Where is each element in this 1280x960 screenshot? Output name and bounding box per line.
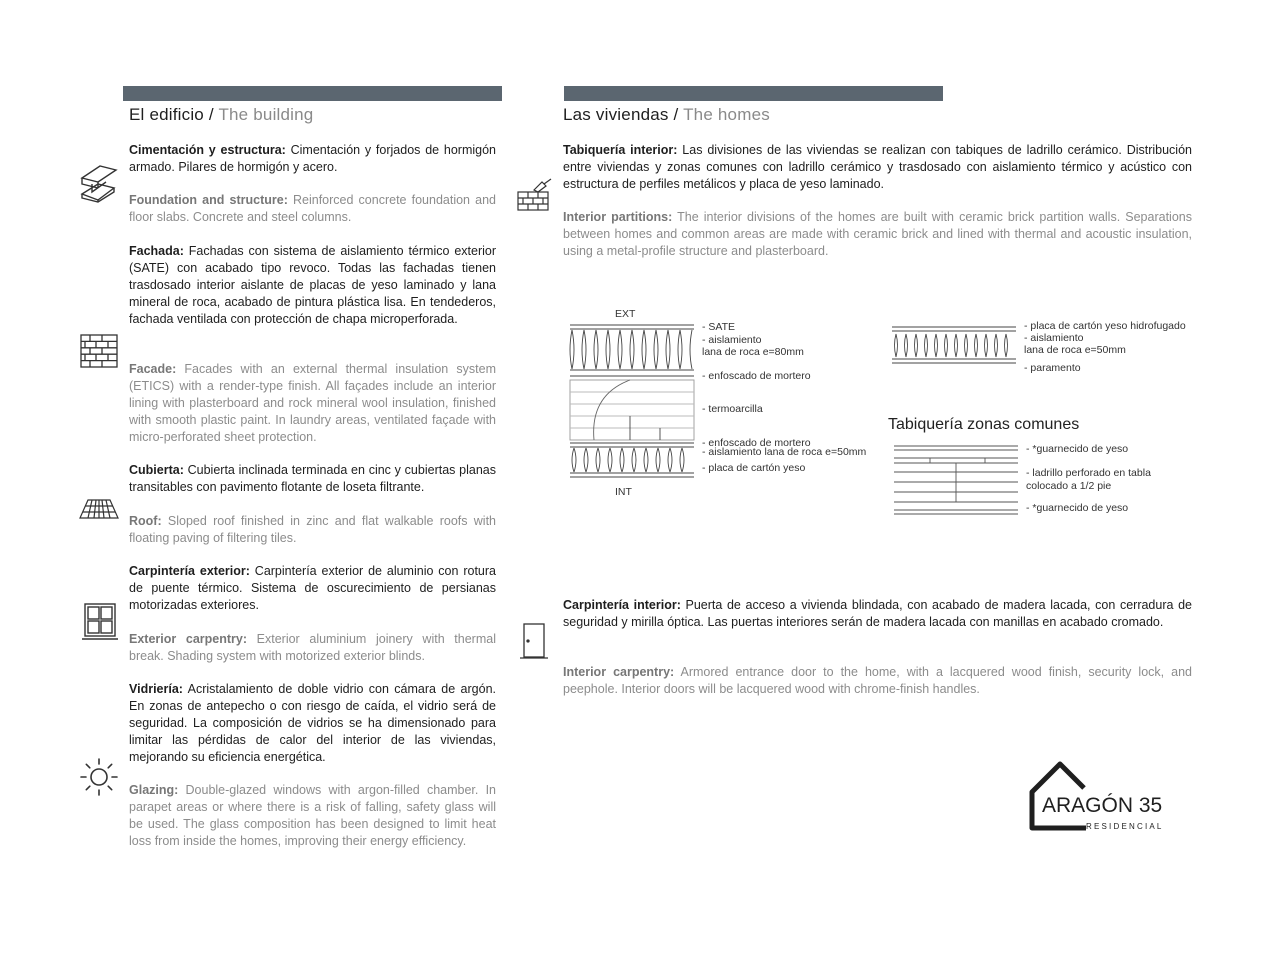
roof-en-label: Roof: [129,514,162,528]
common-label: - ladrillo perforado en tabla [1026,467,1151,479]
title-es: Las viviendas [563,105,669,124]
title-separator: / [203,105,219,124]
logo-name: ARAGÓN 35 [1042,794,1163,817]
facade-label: - aislamiento [702,334,762,346]
interior-partitions-es-text: Las divisiones de las viviendas se realizan con tabiques de ladrillo cerámico. Distribución entre viviendas y zonas comunes con ladrillo cerámico y trasdosado con aislamiento térmico y acústico con estructura de perfiles metálicos y placa de yeso laminado. [563,143,1192,191]
glazing-en-label: Glazing: [129,783,179,797]
facade-label: - aislamiento lana de roca e=50mm [702,446,867,458]
facade-section-drawing [570,325,694,477]
facade-es [129,243,496,328]
sun-icon [79,757,119,797]
facade-label: - termoarcilla [702,403,763,415]
common-label: - *guarnecido de yeso [1026,502,1129,514]
interior-partitions-es [563,142,1192,193]
facade-es-text: Fachadas con sistema de aislamiento térmico exterior (SATE) con acabado tipo revoco. Todas las fachadas tienen trasdosado interior aislante de placas de yeso laminado y lana mineral de roca, acabado de pintura plástica lisa. En tendederos, fachada ventilada con protección de chapa microperforada. [129,244,496,326]
title-separator: / [668,105,684,124]
facade-es-label: Fachada: [129,244,184,258]
facade-en-label: Facade: [129,362,177,376]
left-header-bar [123,86,502,101]
structure-es-text: Cimentación y forjados de hormigón armado. Pilares de hormigón y acero. [129,143,496,174]
interior-carpentry-es-label: Carpintería interior: [563,598,681,612]
steel-beam-icon [78,160,120,204]
roof-tiles-icon [78,498,120,520]
facade-label: - placa de cartón yeso [702,462,806,474]
roof-es-text: Cubierta inclinada terminada en cinc y cubiertas planas transitables con pavimento flotante de loseta filtrante. [129,463,496,494]
exterior-carpentry-en-label: Exterior carpentry: [129,632,248,646]
exterior-carpentry-es-text: Carpintería exterior de aluminio con rotura de puente térmico. Sistema de oscurecimiento de persianas motorizadas exteriores. [129,564,496,612]
facade-en-text: Facades with an external thermal insulation system (ETICS) with a render-type finish. All façades include an interior lining with plasterboard and rock mineral wool insulation, finished with smooth plastic paint. In laundry areas, ventilated façade with micro-perforated sheet protection. [129,362,496,444]
roof-en-text: Sloped roof finished in zinc and flat walkable roofs with floating paving of filtering tiles. [129,514,496,545]
interior-carpentry-en-label: Interior carpentry: [563,665,675,679]
structure-es-label: Cimentación y estructura: [129,143,286,157]
door-icon [520,622,548,660]
glazing-en [129,782,496,850]
roof-en [129,513,496,547]
common-areas-title: Tabiquería zonas comunes [888,416,1080,433]
exterior-carpentry-es [129,563,496,614]
common-label: - *guarnecido de yeso [1026,443,1129,455]
house-outline-icon [1026,758,1176,834]
exterior-carpentry-en-text: Exterior aluminium joinery with thermal break. Shading system with motorized exterior blinds. [129,632,496,663]
structure-en [129,192,496,226]
left-section-title [129,105,313,125]
wall-section-svg [560,300,1210,532]
roof-es [129,462,496,496]
ext-label: EXT [615,308,636,320]
exterior-carpentry-en [129,631,496,665]
title-en: The homes [683,105,770,124]
facade-en [129,361,496,446]
right-header-bar [564,86,943,101]
glazing-es [129,681,496,766]
int-label: INT [615,486,632,498]
brand-logo [1026,758,1176,839]
bricklaying-trowel-icon [516,178,554,212]
interior-partitions-es-label: Tabiquería interior: [563,143,678,157]
interior-partitions-en-label: Interior partitions: [563,210,673,224]
interior-partitions-en-text: The interior divisions of the homes are built with ceramic brick partition walls. Separations between homes and common areas are made with ceramic brick and lined with thermal and acoustic insulation, using a metal-profile structure and plasterboard. [563,210,1192,258]
brick-wall-icon [80,334,118,368]
partition-label: - aislamiento [1024,332,1084,344]
structure-en-text: Reinforced concrete foundation and floor slabs. Concrete and steel columns. [129,193,496,224]
roof-es-label: Cubierta: [129,463,184,477]
interior-carpentry-en [563,664,1192,698]
structure-es [129,142,496,176]
common-partition-drawing [894,446,1018,514]
wall-section-diagram [560,300,1210,537]
right-section-title [563,105,770,125]
facade-label: lana de roca e=80mm [702,346,804,358]
glazing-es-text: Acristalamiento de doble vidrio con cámara de argón. En zonas de antepecho o con riesgo de caída, el vidrio será de seguridad. La composición de vidrios se ha dimensionado para limitar las pérdidas de calor del interior de las viviendas, mejorando su eficiencia energética. [129,682,496,764]
structure-en-label: Foundation and structure: [129,193,288,207]
exterior-carpentry-es-label: Carpintería exterior: [129,564,250,578]
interior-carpentry-en-text: Armored entrance door to the home, with a lacquered wood finish, security lock, and peephole. Interior doors will be lacquered wood with chrome-finish handles. [563,665,1192,696]
glazing-en-text: Double-glazed windows with argon-filled chamber. In parapet areas or where there is a risk of falling, safety glass will be used. The glass composition has been designed to limit heat loss from inside the homes, improving their energy efficiency. [129,783,496,848]
window-icon [82,602,118,642]
title-en: The building [218,105,314,124]
partition-label: lana de roca e=50mm [1024,344,1126,356]
interior-carpentry-es [563,597,1192,631]
interior-carpentry-es-text: Puerta de acceso a vivienda blindada, con acabado de madera lacada, con cerradura de seguridad y mirilla óptica. Las puertas interiores serán de madera lacada con manillas en acabado cromado. [563,598,1192,629]
partition-section-drawing [892,327,1016,363]
partition-label: - placa de cartón yeso hidrofugado [1024,320,1186,332]
title-es: El edificio [129,105,204,124]
facade-label: - enfoscado de mortero [702,437,811,449]
partition-label: - paramento [1024,362,1081,374]
common-label: colocado a 1/2 pie [1026,480,1112,492]
facade-label: - enfoscado de mortero [702,370,811,382]
glazing-es-label: Vidriería: [129,682,183,696]
logo-sub: RESIDENCIAL [1086,822,1164,831]
facade-label: - SATE [702,321,736,333]
interior-partitions-en [563,209,1192,260]
